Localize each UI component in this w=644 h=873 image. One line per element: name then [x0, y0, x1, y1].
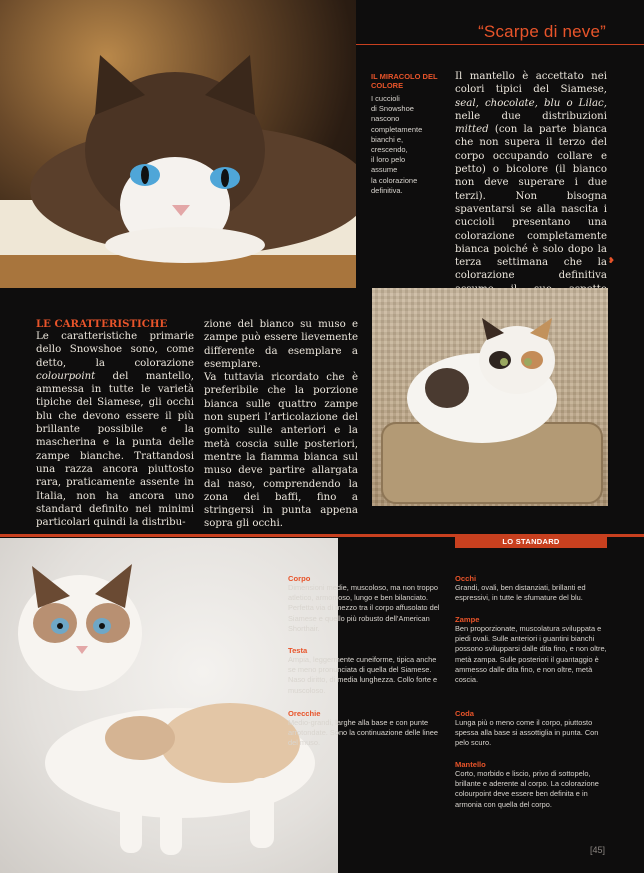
standard-entry-orecchie	[288, 709, 442, 749]
standard-entry-text: Lunga più o meno come il corpo, piuttosto spessa alla base si assottiglia in punta. Con pelo scuro.	[455, 718, 599, 748]
colourpoint-emphasis: colourpoint	[36, 370, 96, 382]
standard-entry-zampe	[455, 615, 607, 685]
sidebar-title: IL MIRACOLO DEL COLORE	[371, 72, 438, 90]
standard-entry-text: Dimensioni medie, muscoloso, ma non troppo atletico, armonioso, lungo e ben bilanciato. Perfetta via di mezzo tra il corpo affusolato del Siamese e quello più robusto dell’American Shorthair.	[288, 583, 440, 633]
characteristics-column-1	[36, 330, 194, 529]
standard-entry-title: Orecchie	[288, 709, 321, 718]
photo-cat-on-cushion	[372, 288, 608, 506]
intro-text-part: Il mantello è accettato nei colori tipici del Siamese,	[455, 71, 607, 96]
standard-entry-title: Zampe	[455, 615, 480, 624]
char-text-part: Le caratteristiche primarie dello Snowshoe sono, come detto, la colorazione	[36, 331, 194, 369]
standard-entry-text: Ampia, leggermente cuneiforme, tipica anche se meno pronunciata di quella del Siamese. Naso diritto, di media lunghezza. Collo forte e muscoloso.	[288, 655, 438, 695]
photo-snowshoe-lying	[0, 0, 356, 288]
section-heading: LE CARATTERISTICHE	[36, 318, 168, 330]
intro-text-part: nelle due distribuzioni	[455, 110, 607, 122]
intro-text-part: (con la parte bianca che non supera il terzo del corpo occupando collare e petto) o bicolore (il bianco non deve superare i due terzi). Non bisogna spaventarsi se alla nascita i cuccioli presentano una colorazione completamente bianca poiché è solo dopo la terza settimana che la colorazione definitiva	[455, 124, 607, 282]
header-divider	[356, 44, 644, 45]
standard-entry-title: Coda	[455, 709, 474, 718]
standard-entry-text: Corto, morbido e liscio, privo di sottopelo, brillante e aderente al corpo. La colorazione colourpoint deve essere ben definita e in armonia con quella del corpo.	[455, 769, 599, 809]
standard-entry-text: Medio-grandi, larghe alla base e con punte arrotondate. Sono la continuazione delle linee del muso.	[288, 718, 438, 748]
standard-entry-corpo	[288, 574, 442, 634]
char-text-part: Va tuttavia ricordato che è preferibile che la porzione bianca sulle quattro zampe non superi l’articolazione del gomito sulle anteriori e la metà coscia sulle posteriori, mentre la fiamma bianca sul muso deve partire allargata dal naso, comprendendo la zona dei baffi, fino a stringersi in punta appena sopra gli occhi.	[204, 372, 358, 530]
standard-entry-title: Occhi	[455, 574, 477, 583]
standard-entry-coda	[455, 709, 607, 749]
standard-entry-title: Testa	[288, 646, 308, 655]
page-number: [45]	[590, 845, 606, 855]
standard-entry-mantello	[455, 760, 607, 810]
standard-entry-testa	[288, 646, 442, 696]
intro-mitted-emphasis: mitted	[455, 124, 489, 136]
char-text-part: del mantello, ammessa in tutte le varietà tipiche del Siamese, gli occhi blu che devono essere il più brillante possibile e la mascherina e la punta delle zampe bianche. Trattandosi una razza ancora piuttosto rara, praticamente assente in Italia, non ha ancora uno standard definito nei minimi particolari quindi la distribu-	[36, 370, 194, 529]
intro-colors-emphasis: seal, chocolate, blu o Lilac,	[455, 97, 607, 109]
standard-entry-title: Mantello	[455, 760, 486, 769]
standard-entry-text: Grandi, ovali, ben distanziati, brillanti ed espressivi, in tutte le sfumature del blu.	[455, 583, 586, 603]
standard-entry-title: Corpo	[288, 574, 311, 583]
page-title: “Scarpe di neve”	[478, 22, 606, 41]
end-mark-icon: ❥	[608, 256, 615, 265]
intro-paragraph	[455, 70, 607, 309]
char-text-part: zione del bianco su muso e zampe può essere lievemente differente da esemplare a esemplare.	[204, 319, 358, 370]
standard-tab: LO STANDARD	[455, 536, 607, 548]
standard-entry-occhi	[455, 574, 607, 603]
characteristics-column-2	[204, 318, 358, 531]
standard-entry-text: Ben proporzionate, muscolatura sviluppata e piedi ovali. Sulle anteriori i guantini bianchi possono svilupparsi dalle dita fino, e non oltre, metà zampa. Sulle posteriori il guantaggio è ammesso dalle dita fino, e non oltre, metà coscia.	[455, 624, 607, 685]
sidebar-text: I cuccioli di Snowshoe nascono completamente bianchi e, crescendo, il loro pelo assume la colorazione definitiva.	[371, 94, 423, 195]
